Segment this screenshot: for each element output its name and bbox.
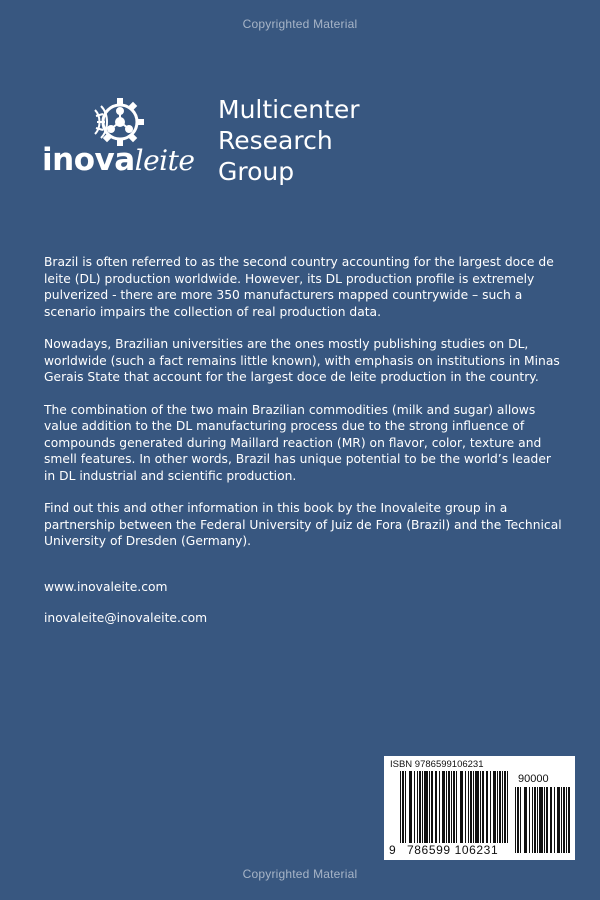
barcode-bar bbox=[486, 771, 488, 843]
barcode-bar bbox=[504, 771, 506, 843]
logo-wordmark-italic: leite bbox=[134, 144, 195, 177]
inovaleite-logo bbox=[42, 92, 202, 187]
barcode-bar bbox=[429, 771, 430, 843]
barcode-bar bbox=[566, 787, 567, 853]
barcode-bar bbox=[400, 771, 401, 843]
barcode-bar bbox=[402, 771, 404, 843]
barcode-bar bbox=[470, 771, 472, 843]
barcode-bar bbox=[537, 787, 538, 853]
group-title-line1: Multicenter bbox=[218, 95, 360, 124]
barcode-bar bbox=[448, 771, 450, 843]
barcode-bar bbox=[499, 771, 501, 843]
barcode-bar bbox=[534, 787, 536, 853]
barcode-bar bbox=[475, 771, 479, 843]
barcode-bar bbox=[529, 787, 530, 853]
barcode-bar bbox=[442, 771, 445, 843]
isbn-digits-lead: 9 bbox=[389, 843, 397, 857]
barcode-bar bbox=[568, 787, 570, 853]
barcode-bar bbox=[554, 787, 555, 853]
barcode-bar bbox=[490, 771, 491, 843]
price-code: 90000 bbox=[518, 773, 549, 785]
barcode-bar bbox=[435, 771, 437, 843]
barcode-bar bbox=[550, 787, 552, 853]
barcode-bar bbox=[517, 787, 519, 853]
logo-wordmark bbox=[42, 142, 194, 178]
barcode-bar bbox=[405, 771, 406, 843]
blurb-paragraph-1: Brazil is often referred to as the second country accounting for the largest doce de leite (DL) production worldwide. However, its DL production profile is extremely pulverized - there are more 350 manufacturers mapped countrywide – such a scenario impairs the collection of real production data. bbox=[44, 255, 554, 319]
barcode-bar bbox=[563, 787, 565, 853]
barcode-bar bbox=[482, 771, 484, 843]
barcode-bar bbox=[544, 787, 545, 853]
isbn-label: ISBN 9786599106231 bbox=[390, 759, 484, 770]
barcode-bar bbox=[561, 787, 562, 853]
website-link: www.inovaleite.com bbox=[44, 580, 168, 594]
barcode-bar bbox=[460, 771, 463, 843]
barcode-bar bbox=[502, 771, 503, 843]
barcode-bar bbox=[419, 771, 421, 843]
barcode-bar bbox=[520, 787, 521, 853]
barcode-bar bbox=[424, 771, 428, 843]
isbn-digits-rest: 786599 106231 bbox=[407, 843, 499, 857]
barcode-bar bbox=[473, 771, 474, 843]
barcode-bar bbox=[465, 771, 466, 843]
group-title bbox=[218, 94, 360, 187]
barcode-bar bbox=[456, 771, 457, 843]
group-title-line2: Research bbox=[218, 126, 333, 155]
blurb bbox=[44, 254, 564, 566]
barcode-bar bbox=[497, 771, 498, 843]
barcode-bar bbox=[532, 787, 533, 853]
blurb-paragraph-3: The combination of the two main Brazilian commodities (milk and sugar) allows value addition to the DL manufacturing process due to the strong influence of compounds generated during Maillard reaction (MR) on flavor, color, texture and smell features. In other words, Brazil has unique potential to be the world’s leader in DL industrial and scientific production. bbox=[44, 402, 551, 483]
barcode-bar bbox=[439, 771, 440, 843]
watermark-bottom: Copyrighted Material bbox=[242, 867, 358, 881]
barcode-bar bbox=[446, 771, 447, 843]
email-link: inovaleite@inovaleite.com bbox=[44, 611, 208, 625]
isbn-barcode bbox=[384, 756, 575, 860]
barcode-bar bbox=[557, 787, 560, 853]
barcode-bar bbox=[507, 771, 508, 843]
barcode-bar bbox=[414, 771, 415, 843]
barcode-bar bbox=[524, 787, 527, 853]
barcode-bar bbox=[480, 771, 481, 843]
barcode-bar bbox=[515, 787, 516, 853]
barcode-bar bbox=[453, 771, 455, 843]
watermark-top: Copyrighted Material bbox=[242, 17, 358, 31]
logo-wordmark-bold: inova bbox=[42, 142, 135, 178]
barcode-bar bbox=[417, 771, 418, 843]
blurb-paragraph-2: Nowadays, Brazilian universities are the ones mostly publishing studies on DL, worldwide (such a fact remains little known), with emphasis on institutions in Minas Gerais State that account for the largest doce de leite production in the country. bbox=[44, 337, 560, 384]
blurb-paragraph-4: Find out this and other information in this book by the Inovaleite group in a partnership between the Federal University of Juiz de Fora (Brazil) and the Technical University of Dresden (Germany). bbox=[44, 501, 562, 548]
barcode-bar bbox=[546, 787, 548, 853]
barcode-bar bbox=[431, 771, 433, 843]
barcode-bar bbox=[493, 771, 496, 843]
group-title-line3: Group bbox=[218, 157, 295, 186]
barcode-bar bbox=[468, 771, 469, 843]
barcode-bar bbox=[539, 787, 543, 853]
barcode-bar bbox=[422, 771, 423, 843]
barcode-bar bbox=[409, 771, 412, 843]
barcode-bar bbox=[451, 771, 452, 843]
